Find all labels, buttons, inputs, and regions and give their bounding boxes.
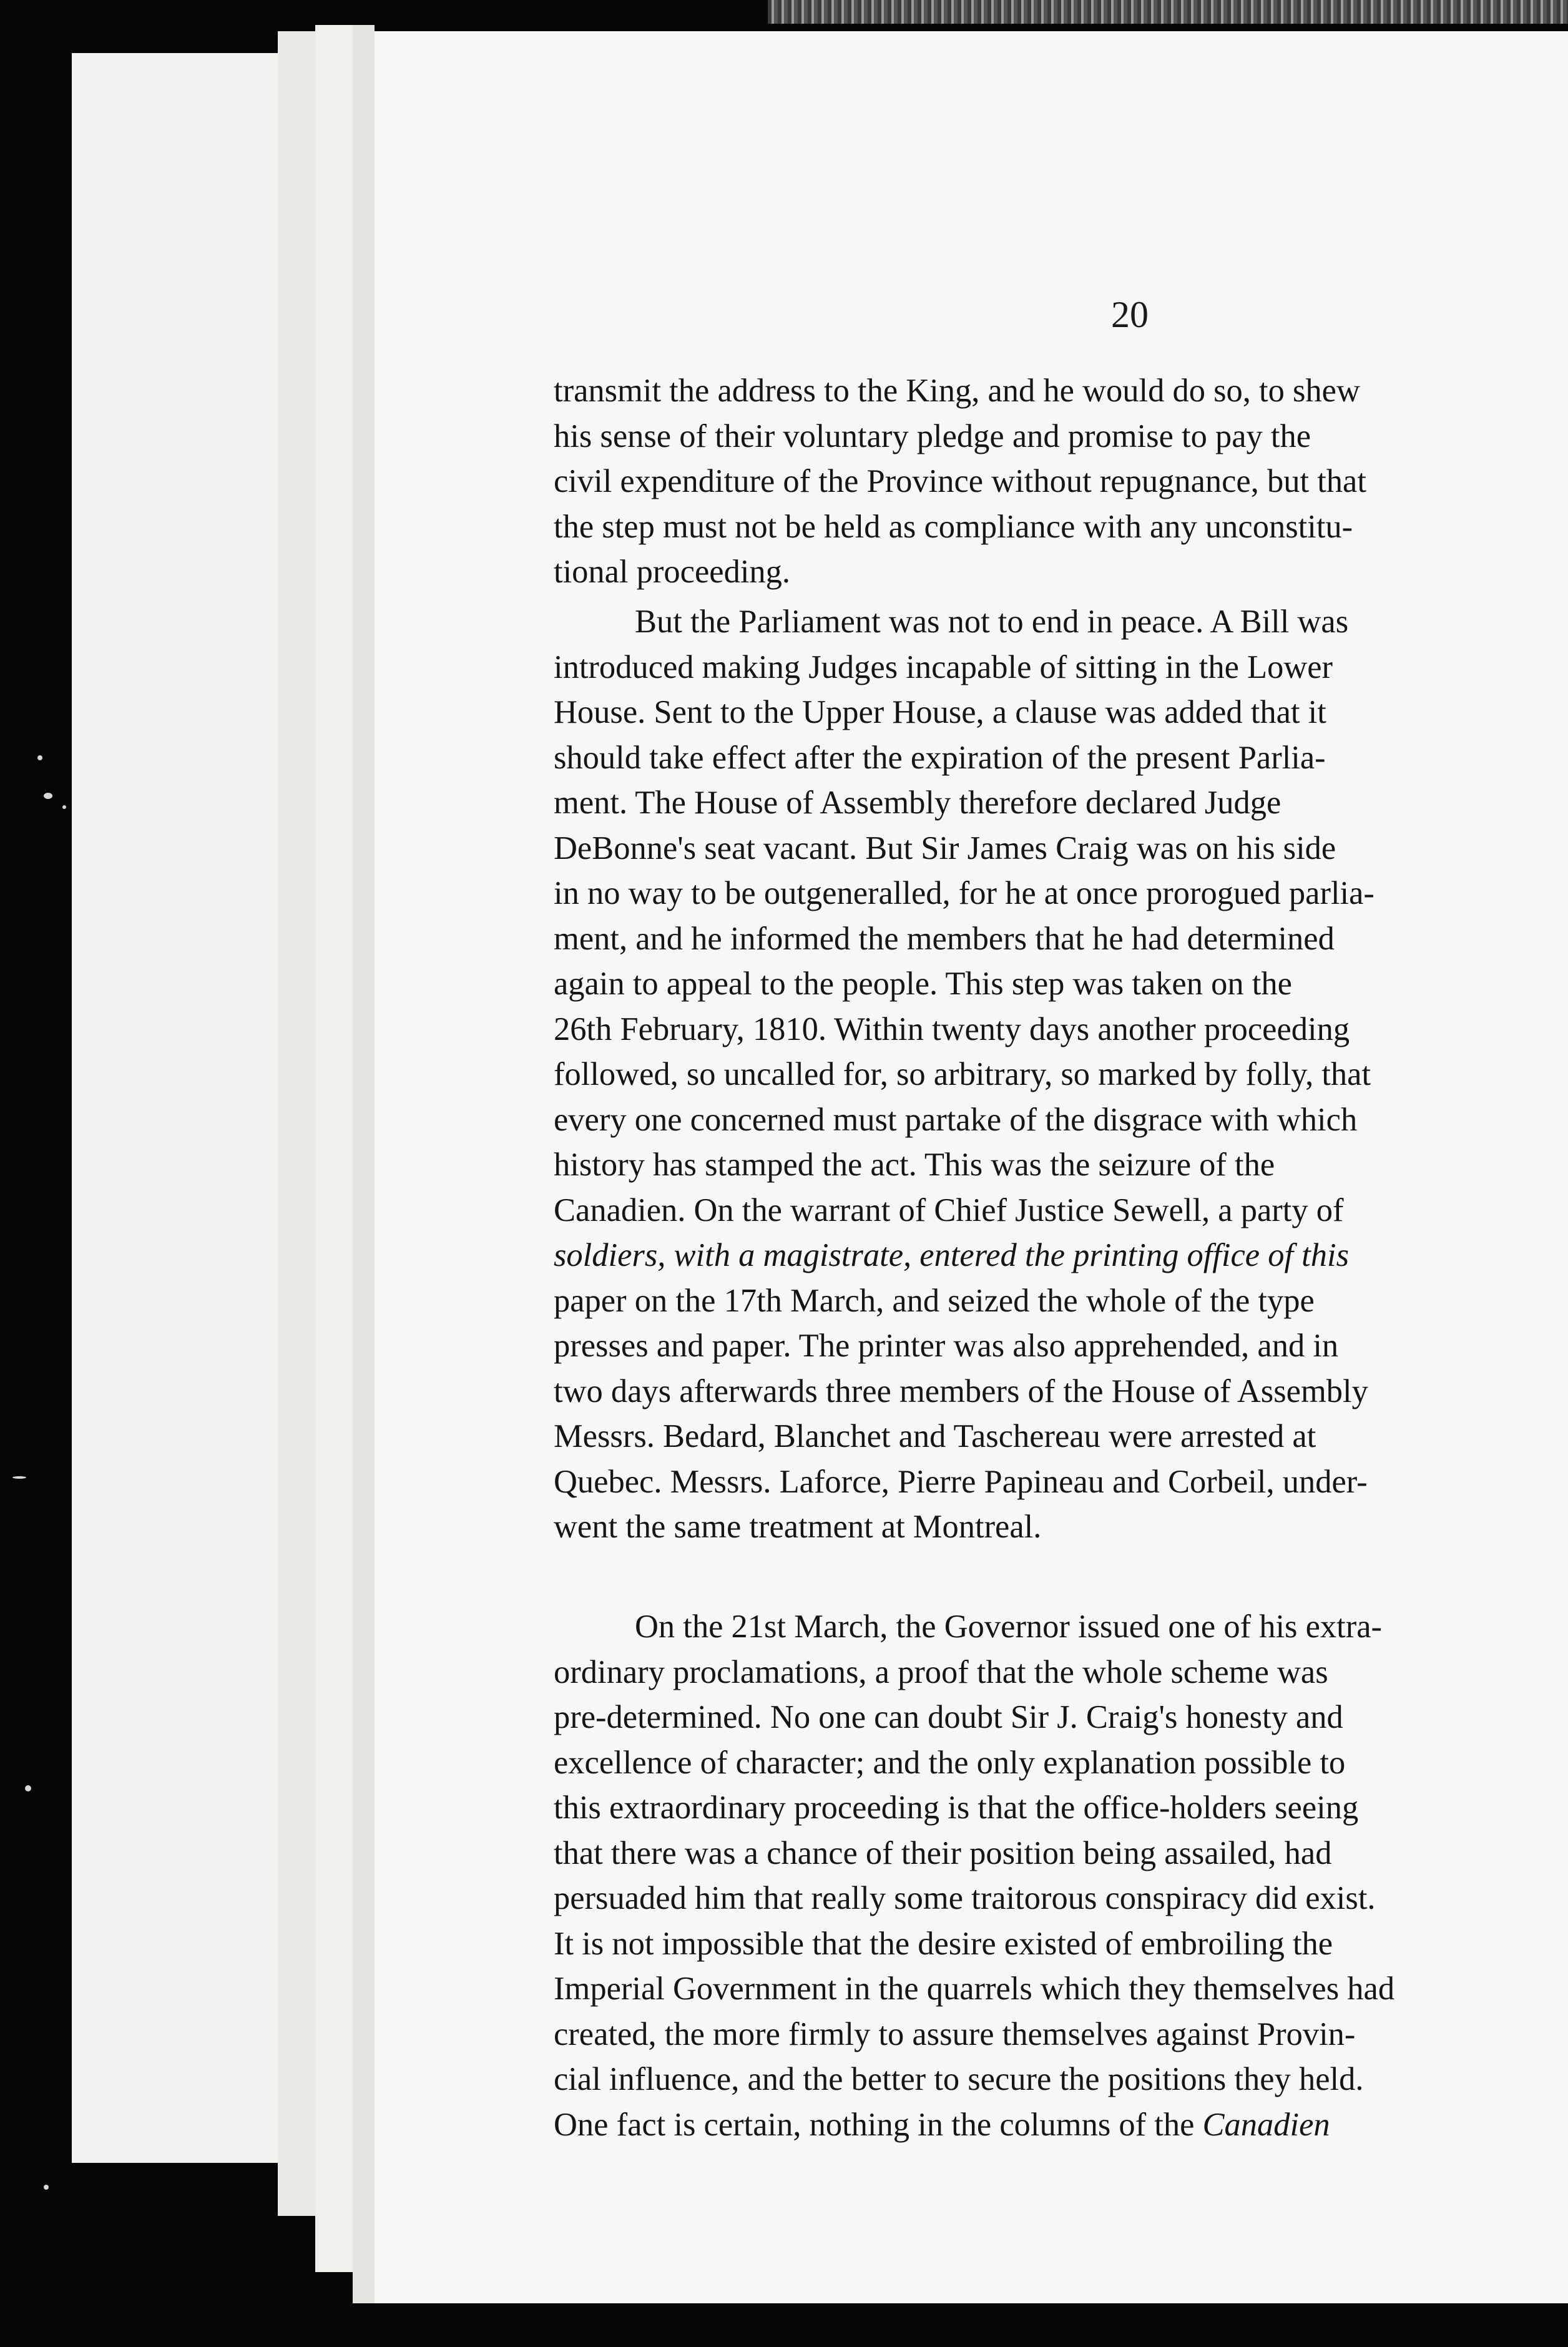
paragraph-3 bbox=[554, 1604, 1568, 2147]
text-line: persuaded him that really some traitorous conspiracy did exist. bbox=[554, 1880, 1376, 1916]
paragraph-2 bbox=[554, 599, 1568, 1550]
text-line: his sense of their voluntary pledge and promise to pay the bbox=[554, 418, 1311, 454]
text-line: presses and paper. The printer was also apprehended, and in bbox=[554, 1328, 1339, 1364]
text-line: civil expenditure of the Province without repugnance, but that bbox=[554, 463, 1366, 499]
text-line: ment. The House of Assembly therefore declared Judge bbox=[554, 785, 1281, 821]
text-line-italic-start: soldiers, with a magistrate, entered the printing office of this bbox=[554, 1237, 1350, 1273]
scan-speck bbox=[44, 793, 52, 799]
text-line: introduced making Judges incapable of sitting in the Lower bbox=[554, 649, 1333, 685]
text-line: the step must not be held as compliance with any unconstitu- bbox=[554, 508, 1353, 545]
text-line: 26th February, 1810. Within twenty days another proceeding bbox=[554, 1011, 1350, 1047]
scan-speck bbox=[37, 755, 42, 760]
book-page bbox=[375, 31, 1568, 2303]
text-line: followed, so uncalled for, so arbitrary, so marked by folly, that bbox=[554, 1056, 1371, 1092]
text-line: went the same treatment at Montreal. bbox=[554, 1509, 1042, 1545]
text-line: pre-determined. No one can doubt Sir J. Craig's honesty and bbox=[554, 1699, 1343, 1735]
text-line: On the 21st March, the Governor issued one of his extra- bbox=[635, 1609, 1382, 1645]
page-edge bbox=[353, 25, 375, 2303]
text-line: transmit the address to the King, and he would do so, to shew bbox=[554, 373, 1360, 409]
page-number: 20 bbox=[1111, 294, 1149, 335]
scan-speck bbox=[12, 1476, 26, 1479]
page-edge bbox=[278, 31, 315, 2216]
text-line: It is not impossible that the desire existed of embroiling the bbox=[554, 1925, 1333, 1962]
text-line: DeBonne's seat vacant. But Sir James Craig was on his side bbox=[554, 830, 1336, 866]
text-line: cial influence, and the better to secure the positions they held. bbox=[554, 2061, 1364, 2097]
text-line: ment, and he informed the members that he had determined bbox=[554, 920, 1335, 957]
page-edge bbox=[72, 53, 278, 2163]
scan-speck bbox=[25, 1785, 31, 1791]
text-line: in no way to be outgeneralled, for he at once prorogued parlia- bbox=[554, 875, 1374, 911]
text-line: this extraordinary proceeding is that the office-holders seeing bbox=[554, 1790, 1359, 1826]
text-line: Imperial Government in the quarrels which they themselves had bbox=[554, 1971, 1395, 2007]
text-line: history has stamped the act. This was the seizure of the bbox=[554, 1147, 1275, 1183]
page-edge bbox=[315, 25, 353, 2272]
text-line: two days afterwards three members of the House of Assembly bbox=[554, 1373, 1368, 1409]
text-line: But the Parliament was not to end in peace. A Bill was bbox=[635, 604, 1349, 640]
text-line: created, the more firmly to assure themselves against Provin- bbox=[554, 2016, 1356, 2052]
paragraph-1 bbox=[554, 368, 1568, 595]
text-line: One fact is certain, nothing in the columns of the Canadien bbox=[554, 2106, 1330, 2143]
text-line: should take effect after the expiration of the present Parlia- bbox=[554, 739, 1326, 776]
text-line: ordinary proclamations, a proof that the whole scheme was bbox=[554, 1654, 1328, 1690]
text-line: tional proceeding. bbox=[554, 554, 791, 590]
text-line: every one concerned must partake of the disgrace with which bbox=[554, 1101, 1358, 1138]
scan-speck bbox=[62, 805, 66, 809]
text-line: paper on the 17th March, and seized the whole of the type bbox=[554, 1282, 1315, 1319]
scan-speck bbox=[44, 2185, 49, 2190]
text-line: that there was a chance of their position being assailed, had bbox=[554, 1835, 1332, 1871]
text-line: House. Sent to the Upper House, a clause was added that it bbox=[554, 694, 1326, 730]
text-line: Canadien. On the warrant of Chief Justice Sewell, a party of bbox=[554, 1192, 1344, 1228]
text-line: Quebec. Messrs. Laforce, Pierre Papineau and Corbeil, under- bbox=[554, 1463, 1368, 1500]
text-line: again to appeal to the people. This step was taken on the bbox=[554, 966, 1292, 1002]
text-line: excellence of character; and the only explanation possible to bbox=[554, 1744, 1346, 1781]
scan-top-band bbox=[768, 0, 1568, 24]
text-line: Messrs. Bedard, Blanchet and Taschereau were arrested at bbox=[554, 1418, 1316, 1454]
